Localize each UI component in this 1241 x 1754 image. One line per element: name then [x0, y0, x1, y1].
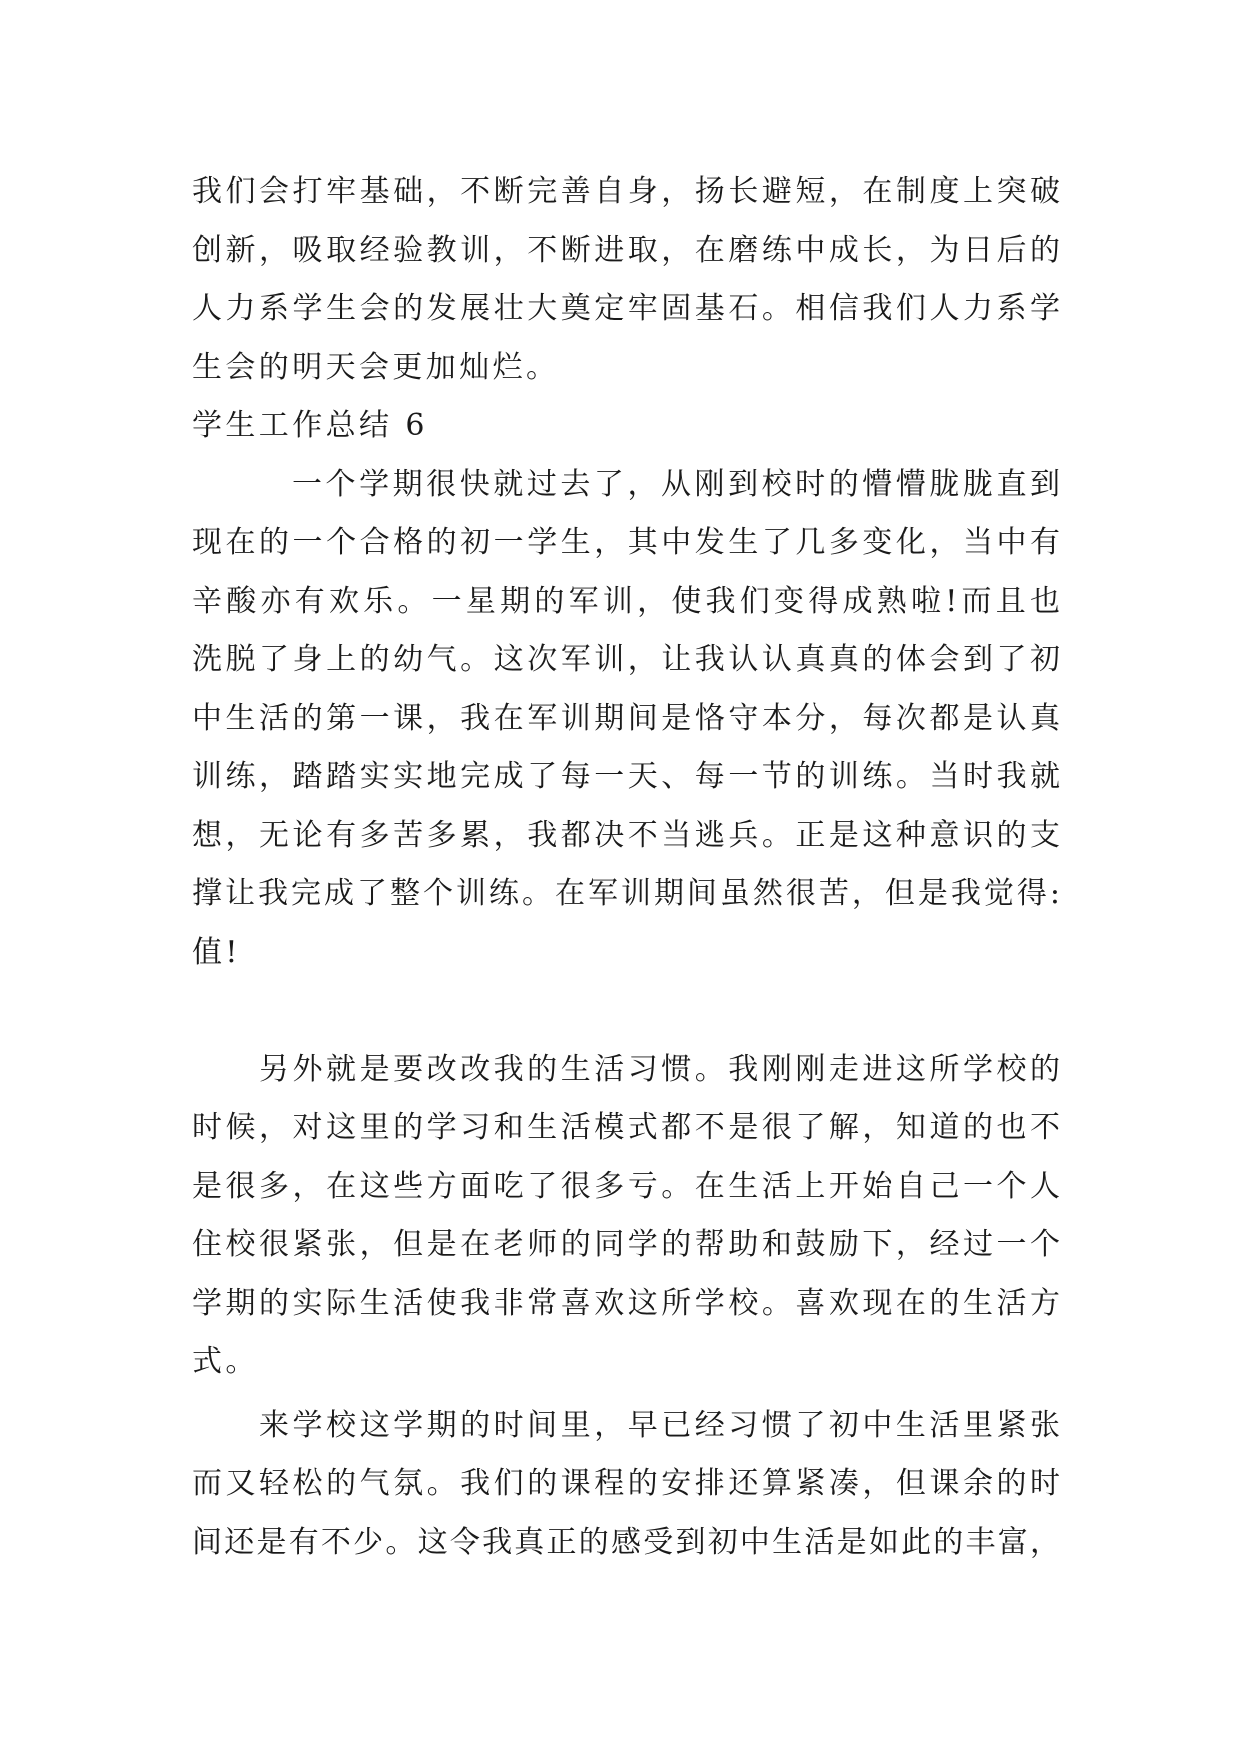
- text-line: 辛酸亦有欢乐。一星期的军训，使我们变得成熟啦!而且也: [192, 583, 1060, 619]
- text-line: 生会的明天会更加灿烂。: [192, 349, 560, 385]
- text-line: 学期的实际生活使我非常喜欢这所学校。喜欢现在的生活方: [192, 1285, 1060, 1321]
- paragraph: [192, 1041, 1060, 1392]
- text-line: 时候，对这里的学习和生活模式都不是很了解，知道的也不: [192, 1110, 1060, 1145]
- blank-line: [192, 982, 1060, 1041]
- text-line: 训练，踏踏实实地完成了每一天、每一节的训练。当时我就: [192, 759, 1060, 794]
- text-line: 而又轻松的气氛。我们的课程的安排还算紧凑，但课余的时: [192, 1466, 1060, 1501]
- text-line: 人力系学生会的发展壮大奠定牢固基石。相信我们人力系学: [192, 291, 1060, 326]
- paragraph: [192, 456, 1060, 983]
- text-line: 想，无论有多苦多累，我都决不当逃兵。正是这种意识的支: [192, 817, 1060, 853]
- text-line: 一个学期很快就过去了，从刚到校时的懵懵胧胧直到: [292, 466, 1060, 502]
- text-line: 式。: [192, 1344, 259, 1379]
- text-line: 现在的一个合格的初一学生，其中发生了几多变化，当中有: [192, 525, 1060, 560]
- text-line: 间还是有不少。这令我真正的感受到初中生活是如此的丰富，: [192, 1524, 1060, 1560]
- text-line: 另外就是要改改我的生活习惯。我刚刚走进这所学校的: [259, 1051, 1060, 1087]
- text-line: 撑让我完成了整个训练。在军训期间虽然很苦，但是我觉得:: [192, 876, 1060, 911]
- document-body: [192, 163, 1060, 1572]
- text-line: 我们会打牢基础，不断完善自身，扬长避短，在制度上突破: [192, 174, 1060, 209]
- paragraph: [192, 163, 1060, 397]
- text-line: 值!: [192, 934, 241, 970]
- text-line: 洗脱了身上的幼气。这次军训，让我认认真真的体会到了初: [192, 642, 1060, 677]
- text-line: 创新，吸取经验教训，不断进取，在磨练中成长，为日后的: [192, 232, 1060, 268]
- text-line: 来学校这学期的时间里，早已经习惯了初中生活里紧张: [259, 1407, 1060, 1443]
- text-line: 是很多，在这些方面吃了很多亏。在生活上开始自己一个人: [192, 1168, 1060, 1204]
- text-line: 中生活的第一课，我在军训期间是恪守本分，每次都是认真: [192, 700, 1060, 736]
- paragraph: [192, 1397, 1060, 1573]
- section-heading: 学生工作总结 6: [192, 408, 428, 443]
- text-line: 住校很紧张，但是在老师的同学的帮助和鼓励下，经过一个: [192, 1227, 1060, 1262]
